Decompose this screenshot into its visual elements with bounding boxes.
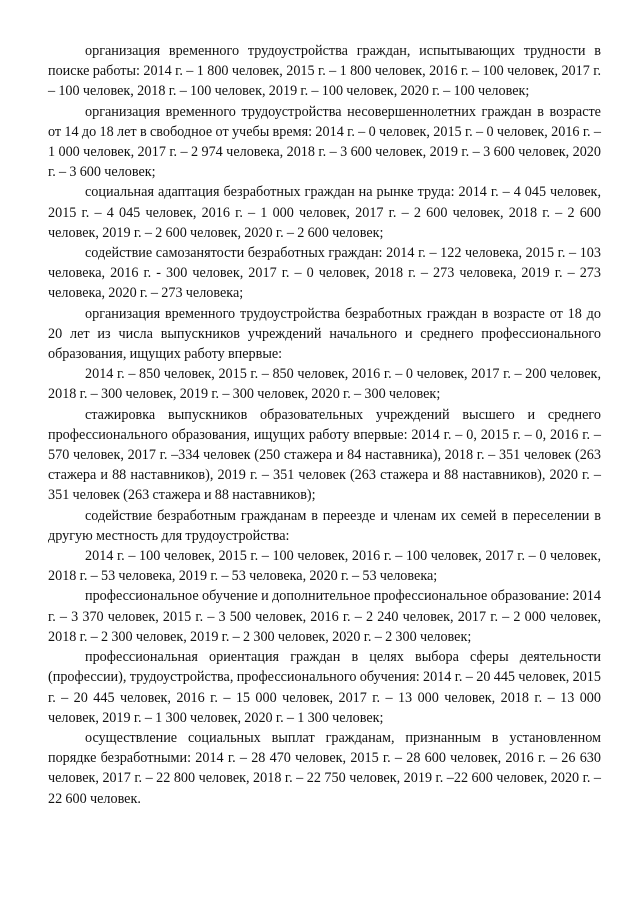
paragraph-social-adaptation: социальная адаптация безработных граждан на рынке труда: 2014 г. – 4 045 человек, 2015 г. – 4 045 человек, 2016 г. – 1 000 человек, 2017 г. – 2 600 человек, 2018 г. – 2 600 человек, 2019 г. – 2 600 человек, 2020 г. – 2 600 человек; [48, 184, 601, 241]
document-page [48, 41, 601, 809]
paragraph-career-guidance: профессиональная ориентация граждан в целях выбора сферы деятельности (профессии), трудоустройства, профессионального обучения: 2014 г. – 20 445 человек, 2015 г. – 20 445 человек, 2016 г. – 15 000 человек, 2017 г. – 13 000 человек, 2018 г. – 13 000 человек, 2019 г. – 1 300 человек, 2020 г. – 1 300 человек; [48, 649, 601, 726]
paragraph-graduates-employment: организация временного трудоустройства безработных граждан в возрасте от 18 до 20 лет из числа выпускников учреждений начального и среднего профессионального образования, ищущих работу впервые: [48, 305, 601, 363]
paragraph-relocation-figures: 2014 г. – 100 человек, 2015 г. – 100 человек, 2016 г. – 100 человек, 2017 г. – 0 человек, 2018 г. – 53 человека, 2019 г. – 53 человека, 2020 г. – 53 человека; [48, 548, 601, 585]
paragraph-temporary-employment: организация временного трудоустройства граждан, испытывающих трудности в поиске работы: 2014 г. – 1 800 человек, 2015 г. – 1 800 человек, 2016 г. – 100 человек, 2017 г. – 100 человек, 2018 г. – 100 человек, 2019 г. – 100 человек, 2020 г. – 100 человек; [48, 43, 601, 100]
paragraph-professional-training: профессиональное обучение и дополнительное профессиональное образование: 2014 г. – 3 370 человек, 2015 г. – 3 500 человек, 2016 г. – 2 240 человек, 2017 г. – 2 000 человек, 2018 г. – 2 300 человек, 2019 г. – 2 300 человек, 2020 г. – 2 300 человек; [48, 588, 601, 645]
paragraph-relocation: содействие безработным гражданам в переезде и членам их семей в переселении в другую местность для трудоустройства: [48, 507, 601, 544]
paragraph-minors-employment: организация временного трудоустройства несовершеннолетних граждан в возрасте от 14 до 18 лет в свободное от учебы время: 2014 г. – 0 человек, 2015 г. – 0 человек, 2016 г. – 1 000 человек, 2017 г. – 2 974 человека, 2018 г. – 3 600 человек, 2019 г. – 3 600 человек, 2020 г. – 3 600 человек; [48, 103, 601, 181]
paragraph-social-payments: осуществление социальных выплат гражданам, признанным в установленном порядке безработными: 2014 г. – 28 470 человек, 2015 г. – 28 600 человек, 2016 г. – 26 630 человек, 2017 г. – 22 800 человек, 2018 г. – 22 750 человек, 2019 г. –22 600 человек, 2020 г. – 22 600 человек. [48, 729, 601, 807]
paragraph-internship: стажировка выпускников образовательных учреждений высшего и среднего профессионального образования, ищущих работу впервые: 2014 г. – 0, 2015 г. – 0, 2016 г. – 570 человек, 2017 г. –334 человек (250 стажера и 84 наставника), 2018 г. – 351 человек (263 стажера и 88 наставников), 2019 г. – 351 человек (263 стажера и 88 наставников), 2020 г. – 351 человек (263 стажера и 88 наставников); [48, 406, 601, 504]
paragraph-graduates-employment-figures: 2014 г. – 850 человек, 2015 г. – 850 человек, 2016 г. – 0 человек, 2017 г. – 200 человек, 2018 г. – 300 человек, 2019 г. – 300 человек, 2020 г. – 300 человек; [48, 366, 601, 403]
paragraph-self-employment: содействие самозанятости безработных граждан: 2014 г. – 122 человека, 2015 г. – 103 человека, 2016 г. - 300 человек, 2017 г. – 0 человек, 2018 г. – 273 человека, 2019 г. – 273 человека, 2020 г. – 273 человека; [48, 245, 601, 302]
